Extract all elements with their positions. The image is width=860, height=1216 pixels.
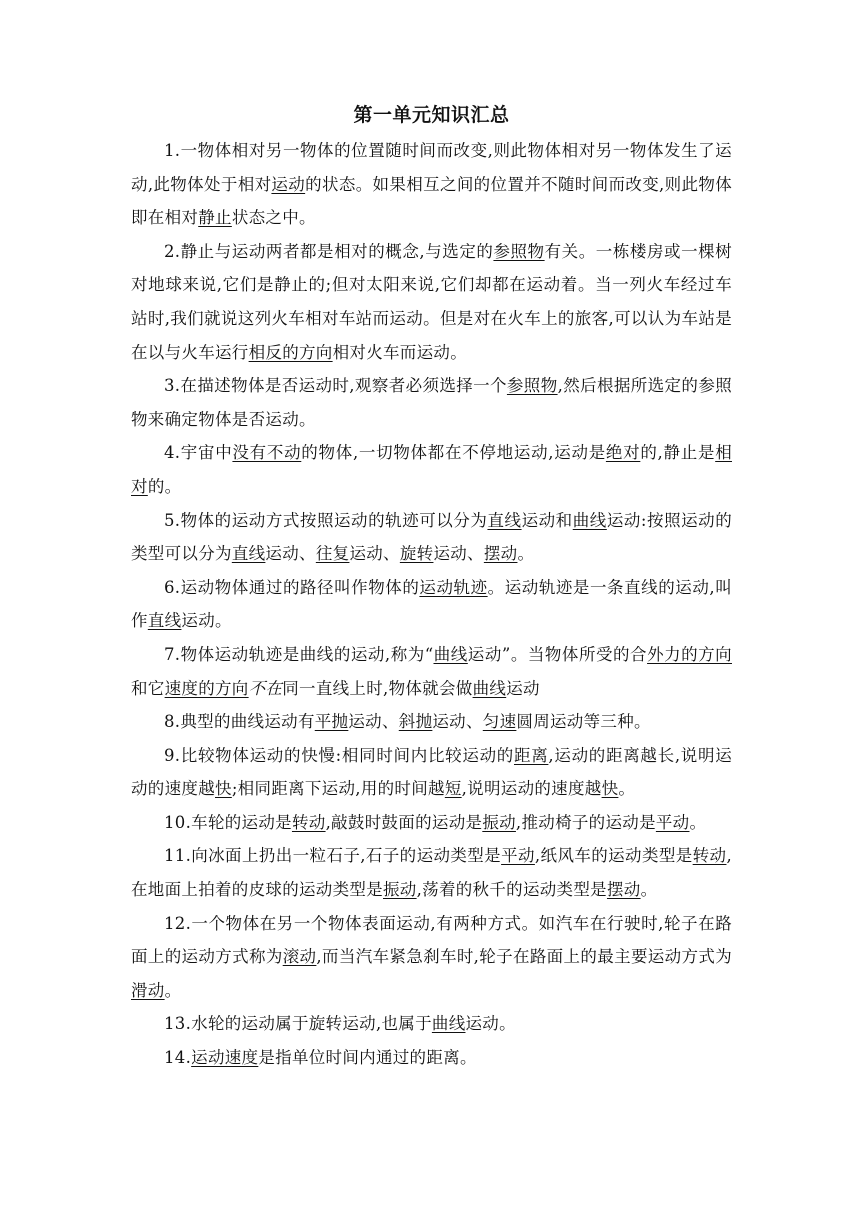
text-segment: 运动。 [181,611,232,631]
text-segment: 11.向冰面上扔出一粒石子,石子的运动类型是 [164,846,502,866]
knowledge-item-9 [131,739,732,806]
text-segment: 的状态。如果相互之间的位置并不随时间而改变,则此物体即在相对 [131,174,732,228]
text-segment: 7.物体运动轨迹是曲线的运动,称为“ [164,644,434,664]
answer-blank: 直线 [231,544,266,564]
answer-blank: 距离 [513,745,549,765]
text-segment: 运动、 [432,712,483,732]
text-segment: 的物体,一切物体都在不停地运动,运动是 [301,443,606,463]
text-segment: ,在地面上拍着的皮球的运动类型是 [131,846,733,900]
text-segment: 13.水轮的运动属于旋转运动,也属于 [164,1014,432,1034]
text-segment: ,敲鼓时鼓面的运动是 [325,812,483,832]
knowledge-item-4 [131,436,732,503]
text-segment: 1.一物体相对另一物体的位置随时间而改变,则此物体相对另一物体发生了运动,此物体处于相对 [131,141,732,194]
answer-blank: 绝对 [605,443,641,463]
text-segment: 是指单位时间内通过的距离。 [258,1048,477,1068]
text-segment: ,而当汽车紧急刹车时,轮子在路面上的最主要运动方式为 [316,947,733,967]
answer-blank: 转动 [291,812,326,832]
text-segment: 6.运动物体通过的路径叫作物体的 [164,577,420,597]
text-segment: 相对火车而运动。 [332,342,468,362]
text-segment: ;相同距离下运动,用的时间越 [231,779,445,799]
answer-blank: 没有不动 [232,443,302,463]
text-segment: 运动、 [433,544,484,564]
text-segment: 8.典型的曲线运动有 [164,712,315,732]
answer-blank: 滚动 [282,947,317,967]
answer-blank: 转动 [692,846,727,866]
text-segment: 运动 [506,678,540,698]
text-segment: 运动。 [465,1014,516,1034]
knowledge-item-13 [131,1007,732,1041]
text-segment: 12.一个物体在另一个物体表面运动,有两种方式。如汽车在行驶时,轮子在路面上的运动方式称为 [131,913,732,967]
answer-blank: 斜抛 [398,712,433,732]
text-segment: 10.车轮的运动是 [164,812,292,832]
text-segment: ,说明运动的速度越 [461,779,602,799]
text-segment: ,荡着的秋千的运动类型是 [416,880,607,900]
text-segment: ,推动椅子的运动是 [515,812,656,832]
answer-blank: 平抛 [314,712,349,732]
answer-blank: 直线 [147,611,182,631]
answer-blank: 摆动 [483,544,518,564]
knowledge-item-7 [131,638,732,705]
text-segment: 。 [517,544,535,564]
answer-blank: 速度的方向 [164,678,249,698]
text-segment: 。 [618,779,636,799]
knowledge-item-11 [131,839,732,906]
answer-blank: 平动 [501,846,535,866]
text-segment: 和它 [131,678,165,698]
text-segment: 运动、 [348,712,399,732]
answer-blank: 运动 [271,174,306,194]
answer-blank: 摆动 [606,880,641,900]
answer-blank: 曲线 [572,510,607,530]
emphasis-text: 不在 [248,678,283,698]
text-segment: 。 [640,880,658,900]
answer-blank: 运动轨迹 [419,577,488,597]
text-segment: 有关。一栋楼房或一棵树对地球来说,它们是静止的;但对太阳来说,它们却都在运动着。当一列火车经过车站时,我们就说这列火车相对车站而运动。但是对在火车上的旅客,可以认为车站是在以与火车运行 [131,241,732,362]
page-title: 第一单元知识汇总 [353,104,510,126]
text-segment: ,然后根据所选定的参照物来确定物体是否运动。 [131,376,733,429]
answer-blank: 相对 [131,443,732,496]
text-segment: 3.在描述物体是否运动时,观察者必须选择一个 [164,376,507,396]
knowledge-item-8 [131,705,732,739]
answer-blank: 静止 [198,208,232,228]
answer-blank: 短 [444,779,462,799]
text-segment: 运动、 [349,544,400,564]
text-segment: 运动”。当物体所受的合 [467,644,648,664]
knowledge-item-2 [131,235,732,369]
knowledge-item-5 [131,504,732,571]
answer-blank: 相反的方向 [248,342,333,362]
text-segment: ,纸风车的运动类型是 [534,846,693,866]
answer-blank: 振动 [482,812,516,832]
text-segment: 运动和 [521,510,573,530]
text-segment: 9.比较物体运动的快慢:相同时间内比较运动的 [164,745,514,765]
answer-blank: 运动速度 [191,1048,259,1068]
knowledge-item-3 [131,369,732,436]
text-segment: 5.物体的运动方式按照运动的轨迹可以分为 [164,510,488,530]
answer-blank: 平动 [655,812,690,832]
knowledge-list [131,134,732,1075]
text-segment: 运动:按照运动的类型可以分为 [131,510,733,564]
text-segment: 4.宇宙中 [164,443,233,463]
knowledge-item-12 [131,907,732,1008]
answer-blank: 振动 [383,880,417,900]
answer-blank: 参照物 [506,376,558,396]
text-segment: 的,静止是 [640,443,716,463]
text-segment: 。 [689,812,707,832]
text-segment: 2.静止与运动两者都是相对的概念,与选定的 [164,241,494,261]
text-segment: 14. [164,1048,192,1068]
answer-blank: 往复 [315,544,350,564]
answer-blank: 曲线 [431,1014,466,1034]
knowledge-item-14 [131,1041,732,1075]
answer-blank: 曲线 [433,644,468,664]
text-segment: 状态之中。 [231,208,316,228]
text-segment: 运动、 [265,544,316,564]
answer-blank: 匀速 [482,712,517,732]
answer-blank: 滑动 [131,980,165,1000]
answer-blank: 直线 [487,510,522,530]
answer-blank: 快 [601,779,619,799]
answer-blank: 旋转 [399,544,434,564]
answer-blank: 曲线 [472,678,507,698]
knowledge-item-1 [131,134,732,235]
text-segment: 圆周运动等三种。 [516,712,651,732]
text-segment: ,运动的距离越长,说明运动的速度越 [131,745,732,799]
text-segment: 同一直线上时,物体就会做 [282,678,473,698]
answer-blank: 外力的方向 [647,644,732,664]
knowledge-item-10 [131,806,732,840]
text-segment: 。运动轨迹是一条直线的运动,叫作 [131,577,732,631]
text-segment: 。 [164,980,182,1000]
text-segment: 的。 [147,476,182,496]
knowledge-item-6 [131,571,732,638]
answer-blank: 快 [215,779,232,799]
answer-blank: 参照物 [493,241,545,261]
